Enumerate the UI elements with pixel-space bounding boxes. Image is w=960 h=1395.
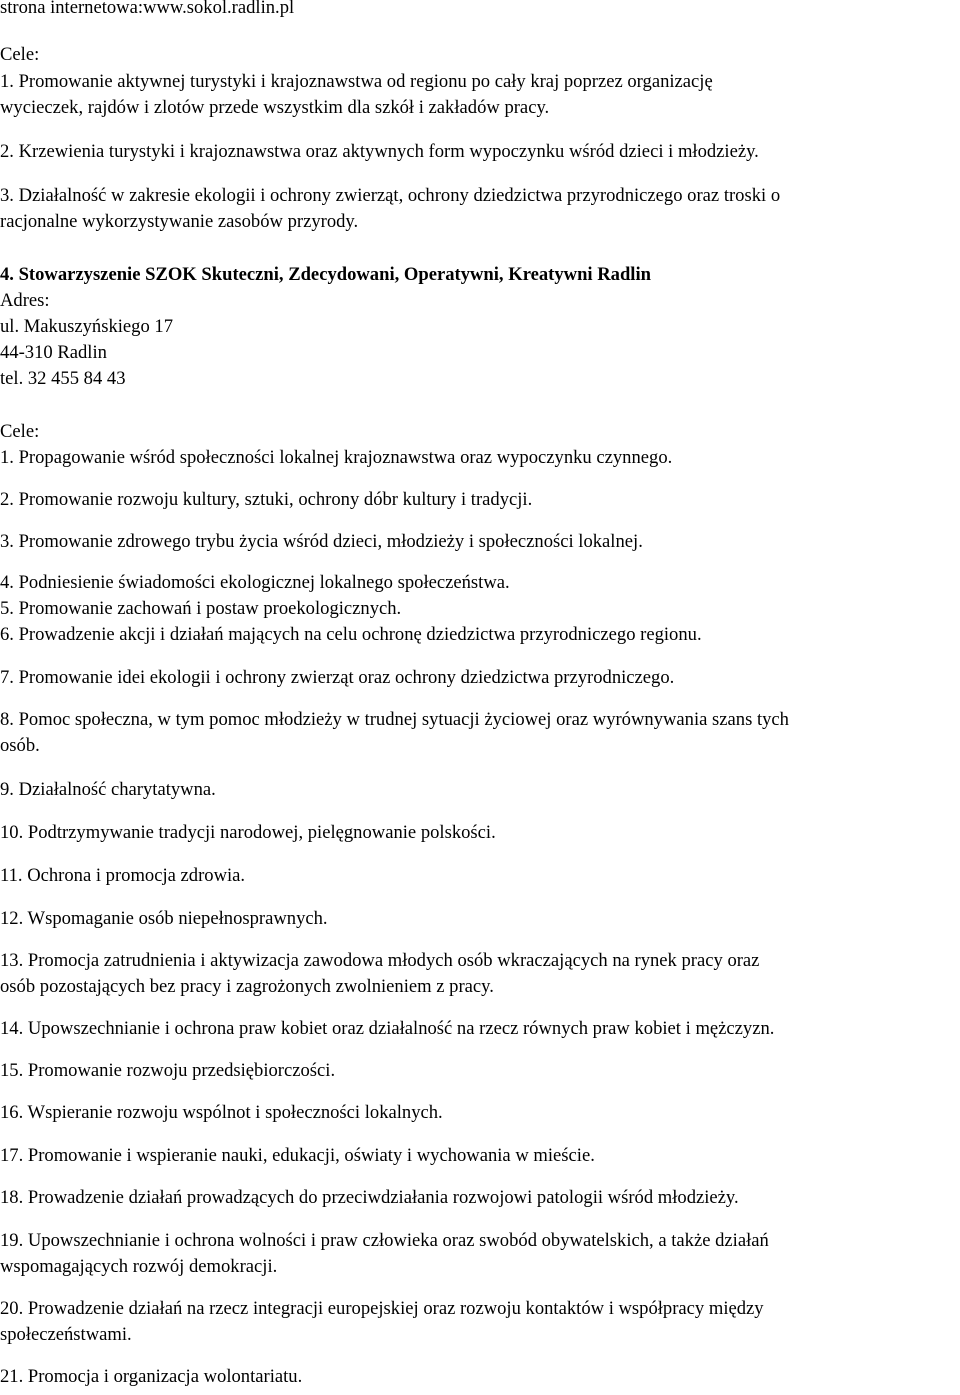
goal-line: 3. Promowanie zdrowego trybu życia wśród dzieci, młodzieży i społeczności lokalnej.	[0, 531, 643, 552]
goal-line: 5. Promowanie zachowań i postaw proekologicznych.	[0, 598, 402, 619]
goal-line: racjonalne wykorzystywanie zasobów przyrody.	[0, 211, 359, 232]
goal-line: 19. Upowszechnianie i ochrona wolności i praw człowieka oraz swobód obywatelskich, a także działań	[0, 1230, 769, 1251]
goal-line: 18. Prowadzenie działań prowadzących do przeciwdziałania rozwojowi patologii wśród młodzieży.	[0, 1187, 739, 1208]
address-label: Adres:	[0, 290, 50, 311]
goal-line: osób.	[0, 735, 40, 756]
goal-line: wspomagających rozwój demokracji.	[0, 1256, 278, 1277]
goal-line: 1. Propagowanie wśród społeczności lokalnej krajoznawstwa oraz wypoczynku czynnego.	[0, 447, 673, 468]
goal-line: 1. Promowanie aktywnej turystyki i krajoznawstwa od regionu po cały kraj poprzez organizację	[0, 71, 713, 92]
goal-line: 10. Podtrzymywanie tradycji narodowej, pielęgnowanie polskości.	[0, 822, 496, 843]
goal-line: 16. Wspieranie rozwoju wspólnot i społeczności lokalnych.	[0, 1102, 443, 1123]
street-address: ul. Makuszyńskiego 17	[0, 316, 174, 337]
goal-line: 4. Podniesienie świadomości ekologicznej lokalnego społeczeństwa.	[0, 572, 510, 593]
goal-line: społeczeństwami.	[0, 1324, 132, 1345]
goal-line: 7. Promowanie idei ekologii i ochrony zwierząt oraz ochrony dziedzictwa przyrodniczego.	[0, 667, 675, 688]
goal-line: 20. Prowadzenie działań na rzecz integracji europejskiej oraz rozwoju kontaktów i współpracy między	[0, 1298, 764, 1319]
goal-line: osób pozostających bez pracy i zagrożonych zwolnieniem z pracy.	[0, 976, 494, 997]
phone-number: tel. 32 455 84 43	[0, 368, 126, 389]
organization-title: 4. Stowarzyszenie SZOK Skuteczni, Zdecydowani, Operatywni, Kreatywni Radlin	[0, 264, 651, 285]
goal-line: 2. Promowanie rozwoju kultury, sztuki, ochrony dóbr kultury i tradycji.	[0, 489, 533, 510]
goal-line: 9. Działalność charytatywna.	[0, 779, 216, 800]
goal-line: 12. Wspomaganie osób niepełnosprawnych.	[0, 908, 328, 929]
goal-line: 11. Ochrona i promocja zdrowia.	[0, 865, 246, 886]
website-line: strona internetowa:www.sokol.radlin.pl	[0, 0, 295, 18]
goal-line: 2. Krzewienia turystyki i krajoznawstwa oraz aktywnych form wypoczynku wśród dzieci i młodzieży.	[0, 141, 759, 162]
goal-line: 21. Promocja i organizacja wolontariatu.	[0, 1366, 303, 1387]
goal-line: 15. Promowanie rozwoju przedsiębiorczości.	[0, 1060, 336, 1081]
goals-heading: Cele:	[0, 421, 40, 442]
goal-line: 8. Pomoc społeczna, w tym pomoc młodzieży w trudnej sytuacji życiowej oraz wyrównywania szans tych	[0, 709, 789, 730]
goal-line: 14. Upowszechnianie i ochrona praw kobiet oraz działalność na rzecz równych praw kobiet i mężczyzn.	[0, 1018, 775, 1039]
goal-line: 17. Promowanie i wspieranie nauki, edukacji, oświaty i wychowania w mieście.	[0, 1145, 595, 1166]
goals-heading: Cele:	[0, 44, 40, 65]
goal-line: 3. Działalność w zakresie ekologii i ochrony zwierząt, ochrony dziedzictwa przyrodniczego oraz troski o	[0, 185, 781, 206]
postal-city: 44-310 Radlin	[0, 342, 107, 363]
goal-line: wycieczek, rajdów i zlotów przede wszystkim dla szkół i zakładów pracy.	[0, 97, 550, 118]
goal-line: 13. Promocja zatrudnienia i aktywizacja zawodowa młodych osób wkraczających na rynek pracy oraz	[0, 950, 760, 971]
goal-line: 6. Prowadzenie akcji i działań mających na celu ochronę dziedzictwa przyrodniczego regionu.	[0, 624, 702, 645]
